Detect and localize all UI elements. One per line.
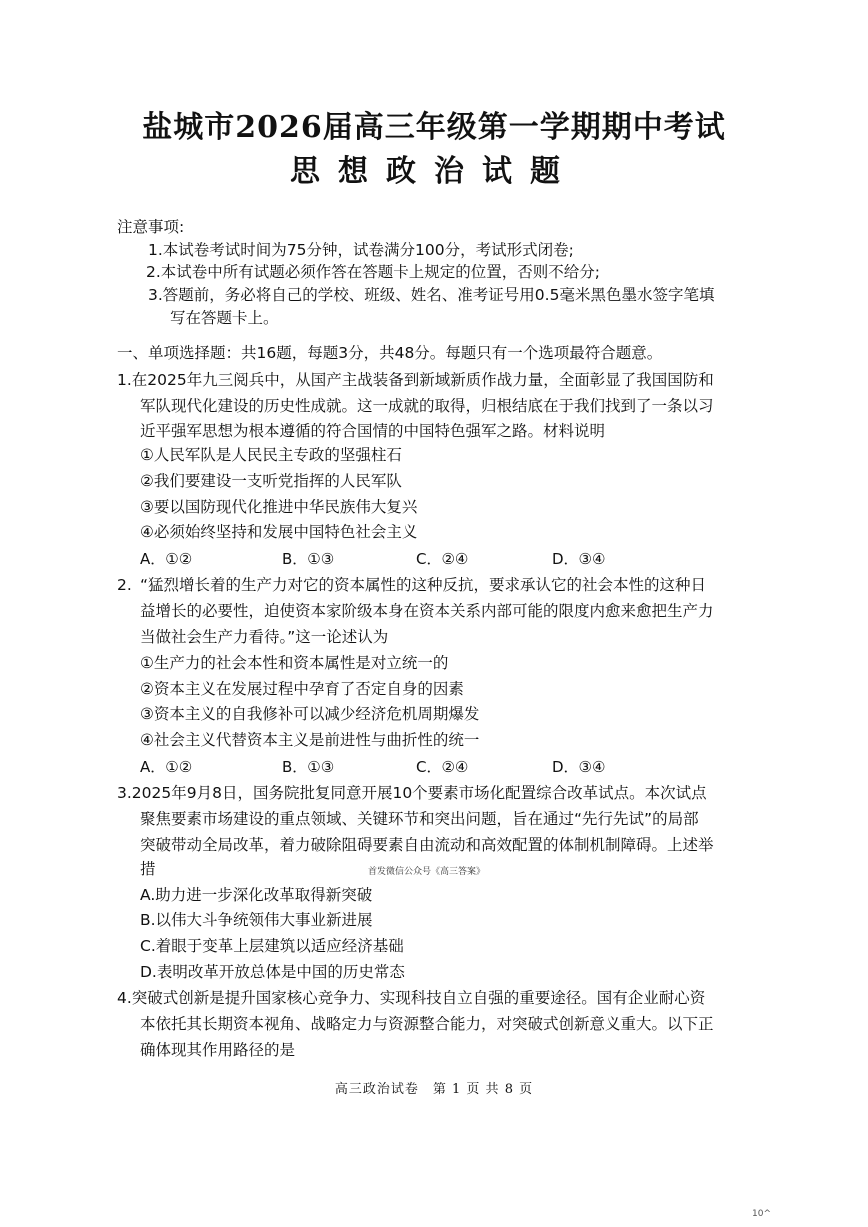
q3-stem-line: 措: [140, 860, 156, 878]
section-heading: 一、单项选择题：共16题，每题3分，共48分。每题只有一个选项最符合题意。: [117, 344, 663, 362]
q3-option-c: C.着眼于变革上层建筑以适应经济基础: [140, 937, 404, 955]
subject-title: 思想政治试题: [290, 154, 578, 189]
q2-number: 2.: [117, 576, 132, 594]
exam-title: 盐城市2026届高三年级第一学期期中考试: [142, 110, 726, 145]
q2-stem-line: 当做社会生产力看待。”这一论述认为: [140, 628, 389, 646]
corner-mark: 10^: [752, 1209, 771, 1219]
q1-option-d: D．③④: [552, 550, 606, 568]
q2-stem-line: “猛烈增长着的生产力对它的资本属性的这种反抗，要求承认它的社会本性的这种日: [140, 576, 707, 594]
q2-option-c: C．②④: [416, 758, 469, 776]
q3-option-b: B.以伟大斗争统领伟大事业新进展: [140, 911, 373, 929]
q1-statement: ①人民军队是人民民主专政的坚强柱石: [140, 446, 402, 464]
q1-option-c: C．②④: [416, 550, 469, 568]
q1-stem-line: 1.在2025年九三阅兵中，从国产主战装备到新域新质作战力量，全面彰显了我国国防和: [117, 371, 714, 389]
notice-item: 3.答题前，务必将自己的学校、班级、姓名、准考证号用0.5毫米黑色墨水签字笔填: [148, 286, 715, 304]
notice-item: 1.本试卷考试时间为75分钟，试卷满分100分，考试形式闭卷;: [148, 241, 574, 259]
q1-option-b: B．①③: [282, 550, 335, 568]
q2-statement: ③资本主义的自我修补可以减少经济危机周期爆发: [140, 705, 480, 723]
q4-stem-line: 本依托其长期资本视角、战略定力与资源整合能力，对突破式创新意义重大。以下正: [140, 1015, 714, 1033]
notice-item: 写在答题卡上。: [170, 309, 279, 327]
q1-stem-line: 军队现代化建设的历史性成就。这一成就的取得，归根结底在于我们找到了一条以习: [140, 397, 714, 415]
notice-heading: 注意事项:: [117, 218, 185, 236]
q2-option-d: D．③④: [552, 758, 606, 776]
q1-statement: ③要以国防现代化推进中华民族伟大复兴: [140, 498, 418, 516]
watermark-text: 首发微信公众号《高三答案》: [368, 867, 486, 877]
q3-stem-line: 突破带动全局改革，着力破除阻碍要素自由流动和高效配置的体制机制障碍。上述举: [140, 836, 714, 854]
page-footer: 高三政治试卷 第 1 页 共 8 页: [334, 1082, 534, 1097]
q2-stem-line: 益增长的必要性，迫使资本家阶级本身在资本关系内部可能的限度内愈来愈把生产力: [140, 602, 714, 620]
q4-stem-line: 4.突破式创新是提升国家核心竞争力、实现科技自立自强的重要途径。国有企业耐心资: [117, 989, 706, 1007]
q1-statement: ②我们要建设一支听党指挥的人民军队: [140, 472, 402, 490]
q1-statement: ④必须始终坚持和发展中国特色社会主义: [140, 523, 418, 541]
q1-stem-line: 近平强军思想为根本遵循的符合国情的中国特色强军之路。材料说明: [140, 422, 606, 440]
q3-option-a: A.助力进一步深化改革取得新突破: [140, 886, 373, 904]
q1-option-a: A．①②: [140, 550, 193, 568]
q3-option-d: D.表明改革开放总体是中国的历史常态: [140, 963, 405, 981]
q2-statement: ①生产力的社会本性和资本属性是对立统一的: [140, 654, 449, 672]
q2-statement: ④社会主义代替资本主义是前进性与曲折性的统一: [140, 731, 480, 749]
q2-option-a: A．①②: [140, 758, 193, 776]
q4-stem-line: 确体现其作用路径的是: [140, 1041, 296, 1059]
notice-item: 2.本试卷中所有试题必须作答在答题卡上规定的位置，否则不给分;: [146, 263, 601, 281]
q3-stem-line: 3.2025年9月8日，国务院批复同意开展10个要素市场化配置综合改革试点。本次试点: [117, 784, 707, 802]
q3-stem-line: 聚焦要素市场建设的重点领域、关键环节和突出问题，旨在通过“先行先试”的局部: [140, 810, 699, 828]
q2-option-b: B．①③: [282, 758, 335, 776]
q2-statement: ②资本主义在发展过程中孕育了否定自身的因素: [140, 680, 464, 698]
